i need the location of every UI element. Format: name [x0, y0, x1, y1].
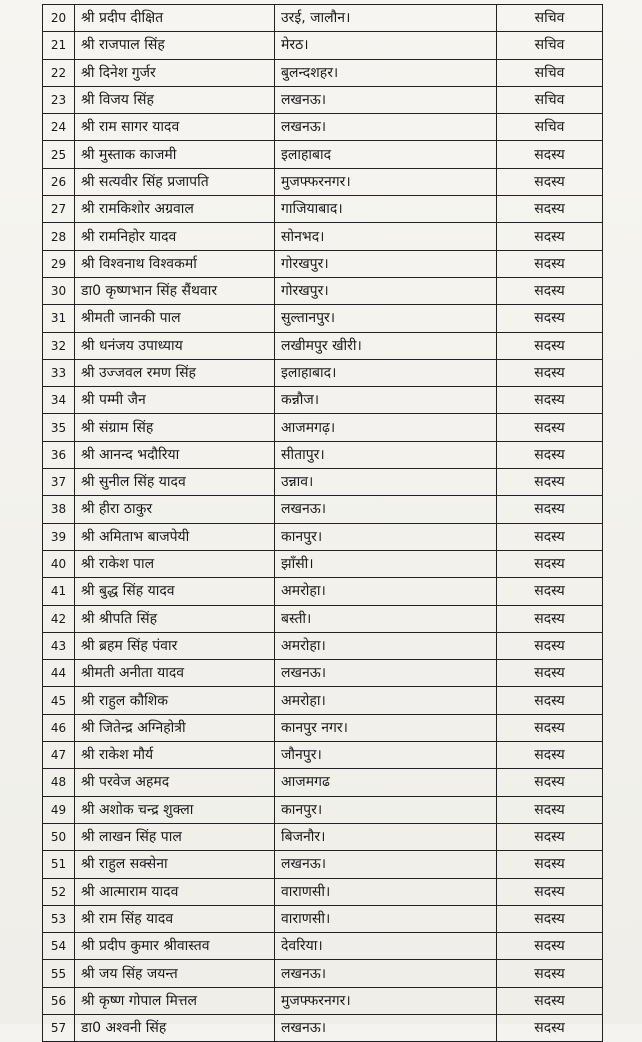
- row-number: 35: [43, 414, 75, 441]
- member-city: मेरठ।: [275, 32, 497, 59]
- member-name: श्री मुस्ताक काजमी: [75, 141, 275, 168]
- member-role: सचिव: [497, 114, 603, 141]
- table-row: [43, 86, 603, 113]
- table-row: [43, 687, 603, 714]
- member-name: श्री सुनील सिंह यादव: [75, 469, 275, 496]
- table-row: [43, 32, 603, 59]
- member-role: सदस्य: [497, 714, 603, 741]
- table-row: [43, 114, 603, 141]
- row-number: 44: [43, 660, 75, 687]
- row-number: 53: [43, 905, 75, 932]
- member-role: सदस्य: [497, 687, 603, 714]
- member-city: कानपुर।: [275, 796, 497, 823]
- member-role: सचिव: [497, 5, 603, 32]
- member-role: सदस्य: [497, 823, 603, 850]
- member-role: सदस्य: [497, 578, 603, 605]
- table-row: [43, 660, 603, 687]
- member-name: श्री बुद्ध सिंह यादव: [75, 578, 275, 605]
- row-number: 49: [43, 796, 75, 823]
- row-number: 30: [43, 277, 75, 304]
- row-number: 26: [43, 168, 75, 195]
- row-number: 46: [43, 714, 75, 741]
- member-city: लखनऊ।: [275, 851, 497, 878]
- member-city: सीतापुर।: [275, 441, 497, 468]
- members-table-body: [43, 5, 603, 1042]
- member-role: सदस्य: [497, 905, 603, 932]
- row-number: 39: [43, 523, 75, 550]
- member-city: देवरिया।: [275, 933, 497, 960]
- member-name: श्री कृष्ण गोपाल मित्तल: [75, 987, 275, 1014]
- member-name: श्री जय सिंह जयन्त: [75, 960, 275, 987]
- row-number: 22: [43, 59, 75, 86]
- table-row: [43, 469, 603, 496]
- member-name: श्री धनंजय उपाध्याय: [75, 332, 275, 359]
- member-city: बस्ती।: [275, 605, 497, 632]
- row-number: 40: [43, 550, 75, 577]
- row-number: 55: [43, 960, 75, 987]
- member-role: सचिव: [497, 32, 603, 59]
- table-row: [43, 960, 603, 987]
- member-name: श्री दिनेश गुर्जर: [75, 59, 275, 86]
- table-row: [43, 905, 603, 932]
- row-number: 24: [43, 114, 75, 141]
- member-city: गोरखपुर।: [275, 250, 497, 277]
- row-number: 34: [43, 387, 75, 414]
- row-number: 21: [43, 32, 75, 59]
- member-name: श्री राहुल सक्सेना: [75, 851, 275, 878]
- member-city: लखनऊ।: [275, 496, 497, 523]
- row-number: 31: [43, 305, 75, 332]
- row-number: 42: [43, 605, 75, 632]
- members-table: [42, 4, 603, 1042]
- member-role: सदस्य: [497, 250, 603, 277]
- member-role: सदस्य: [497, 769, 603, 796]
- member-name: श्री राम सिंह यादव: [75, 905, 275, 932]
- table-row: [43, 359, 603, 386]
- member-role: सदस्य: [497, 660, 603, 687]
- member-city: कन्नौज।: [275, 387, 497, 414]
- table-row: [43, 387, 603, 414]
- table-row: [43, 851, 603, 878]
- table-row: [43, 223, 603, 250]
- table-row: [43, 250, 603, 277]
- member-role: सदस्य: [497, 196, 603, 223]
- member-name: श्री राम सागर यादव: [75, 114, 275, 141]
- member-role: सदस्य: [497, 332, 603, 359]
- table-row: [43, 878, 603, 905]
- member-name: श्री प्रदीप कुमार श्रीवास्तव: [75, 933, 275, 960]
- table-row: [43, 441, 603, 468]
- member-city: गाजियाबाद।: [275, 196, 497, 223]
- member-city: झाँसी।: [275, 550, 497, 577]
- table-row: [43, 277, 603, 304]
- member-name: श्री आनन्द भदौरिया: [75, 441, 275, 468]
- table-row: [43, 823, 603, 850]
- table-row: [43, 578, 603, 605]
- member-city: लखीमपुर खीरी।: [275, 332, 497, 359]
- row-number: 20: [43, 5, 75, 32]
- table-row: [43, 1014, 603, 1041]
- member-role: सदस्य: [497, 933, 603, 960]
- member-city: आजमगढ: [275, 769, 497, 796]
- member-name: श्रीमती जानकी पाल: [75, 305, 275, 332]
- member-name: श्री रामकिशोर अग्रवाल: [75, 196, 275, 223]
- member-role: सदस्य: [497, 1014, 603, 1041]
- table-row: [43, 987, 603, 1014]
- member-role: सदस्य: [497, 550, 603, 577]
- member-city: सोनभद।: [275, 223, 497, 250]
- member-city: इलाहाबाद: [275, 141, 497, 168]
- member-role: सचिव: [497, 86, 603, 113]
- member-name: श्री विजय सिंह: [75, 86, 275, 113]
- member-city: लखनऊ।: [275, 960, 497, 987]
- row-number: 57: [43, 1014, 75, 1041]
- member-name: श्री हीरा ठाकुर: [75, 496, 275, 523]
- member-name: श्री अशोक चन्द्र शुक्ला: [75, 796, 275, 823]
- row-number: 29: [43, 250, 75, 277]
- table-row: [43, 632, 603, 659]
- member-city: मुजफ्फरनगर।: [275, 168, 497, 195]
- member-name: श्री आत्माराम यादव: [75, 878, 275, 905]
- member-role: सदस्य: [497, 742, 603, 769]
- row-number: 36: [43, 441, 75, 468]
- member-role: सदस्य: [497, 168, 603, 195]
- member-name: श्री राकेश पाल: [75, 550, 275, 577]
- member-name: श्री रामनिहोर यादव: [75, 223, 275, 250]
- member-role: सदस्य: [497, 523, 603, 550]
- member-city: लखनऊ।: [275, 86, 497, 113]
- row-number: 41: [43, 578, 75, 605]
- table-row: [43, 933, 603, 960]
- member-role: सदस्य: [497, 878, 603, 905]
- member-name: श्री परवेज अहमद: [75, 769, 275, 796]
- row-number: 50: [43, 823, 75, 850]
- row-number: 45: [43, 687, 75, 714]
- row-number: 33: [43, 359, 75, 386]
- member-name: श्री अमिताभ बाजपेयी: [75, 523, 275, 550]
- row-number: 52: [43, 878, 75, 905]
- member-name: श्रीमती अनीता यादव: [75, 660, 275, 687]
- member-name: श्री विश्वनाथ विश्वकर्मा: [75, 250, 275, 277]
- member-city: बुलन्दशहर।: [275, 59, 497, 86]
- member-city: अमरोहा।: [275, 632, 497, 659]
- table-row: [43, 769, 603, 796]
- row-number: 43: [43, 632, 75, 659]
- row-number: 27: [43, 196, 75, 223]
- member-city: लखनऊ।: [275, 660, 497, 687]
- member-city: गोरखपुर।: [275, 277, 497, 304]
- member-role: सदस्य: [497, 469, 603, 496]
- member-role: सदस्य: [497, 223, 603, 250]
- member-role: सदस्य: [497, 359, 603, 386]
- member-name: श्री जितेन्द्र अग्निहोत्री: [75, 714, 275, 741]
- member-city: सुल्तानपुर।: [275, 305, 497, 332]
- table-row: [43, 550, 603, 577]
- member-name: श्री राहुल कौशिक: [75, 687, 275, 714]
- member-name: श्री श्रीपति सिंह: [75, 605, 275, 632]
- member-name: श्री लाखन सिंह पाल: [75, 823, 275, 850]
- member-role: सदस्य: [497, 632, 603, 659]
- row-number: 23: [43, 86, 75, 113]
- member-role: सदस्य: [497, 277, 603, 304]
- member-role: सदस्य: [497, 441, 603, 468]
- member-city: जौनपुर।: [275, 742, 497, 769]
- member-role: सदस्य: [497, 387, 603, 414]
- table-row: [43, 168, 603, 195]
- member-role: सदस्य: [497, 605, 603, 632]
- member-city: वाराणसी।: [275, 878, 497, 905]
- member-city: वाराणसी।: [275, 905, 497, 932]
- member-name: श्री संग्राम सिंह: [75, 414, 275, 441]
- member-city: कानपुर।: [275, 523, 497, 550]
- member-role: सदस्य: [497, 987, 603, 1014]
- member-role: सचिव: [497, 59, 603, 86]
- table-row: [43, 141, 603, 168]
- member-name: श्री राजपाल सिंह: [75, 32, 275, 59]
- row-number: 32: [43, 332, 75, 359]
- row-number: 56: [43, 987, 75, 1014]
- table-row: [43, 5, 603, 32]
- member-name: श्री ब्रहम सिंह पंवार: [75, 632, 275, 659]
- table-row: [43, 414, 603, 441]
- table-row: [43, 714, 603, 741]
- row-number: 38: [43, 496, 75, 523]
- member-city: कानपुर नगर।: [275, 714, 497, 741]
- row-number: 37: [43, 469, 75, 496]
- member-city: उरई, जालौन।: [275, 5, 497, 32]
- member-name: श्री प्रदीप दीक्षित: [75, 5, 275, 32]
- table-row: [43, 796, 603, 823]
- table-row: [43, 742, 603, 769]
- row-number: 28: [43, 223, 75, 250]
- member-name: श्री उज्जवल रमण सिंह: [75, 359, 275, 386]
- row-number: 54: [43, 933, 75, 960]
- table-row: [43, 305, 603, 332]
- table-row: [43, 605, 603, 632]
- table-row: [43, 196, 603, 223]
- member-city: अमरोहा।: [275, 578, 497, 605]
- member-role: सदस्य: [497, 141, 603, 168]
- table-row: [43, 523, 603, 550]
- member-name: श्री राकेश मौर्य: [75, 742, 275, 769]
- member-role: सदस्य: [497, 796, 603, 823]
- row-number: 51: [43, 851, 75, 878]
- member-role: सदस्य: [497, 305, 603, 332]
- member-city: बिजनौर।: [275, 823, 497, 850]
- member-role: सदस्य: [497, 960, 603, 987]
- row-number: 48: [43, 769, 75, 796]
- member-name: श्री सत्यवीर सिंह प्रजापति: [75, 168, 275, 195]
- table-row: [43, 59, 603, 86]
- member-name: श्री पम्मी जैन: [75, 387, 275, 414]
- member-role: सदस्य: [497, 414, 603, 441]
- member-city: लखनऊ।: [275, 1014, 497, 1041]
- member-city: लखनऊ।: [275, 114, 497, 141]
- member-city: उन्नाव।: [275, 469, 497, 496]
- table-row: [43, 332, 603, 359]
- table-row: [43, 496, 603, 523]
- member-city: अमरोहा।: [275, 687, 497, 714]
- member-name: डा0 कृष्णभान सिंह सैंथवार: [75, 277, 275, 304]
- row-number: 47: [43, 742, 75, 769]
- member-city: आजमगढ़।: [275, 414, 497, 441]
- member-role: सदस्य: [497, 496, 603, 523]
- member-city: मुजफ्फरनगर।: [275, 987, 497, 1014]
- member-name: डा0 अश्वनी सिंह: [75, 1014, 275, 1041]
- member-city: इलाहाबाद।: [275, 359, 497, 386]
- row-number: 25: [43, 141, 75, 168]
- member-role: सदस्य: [497, 851, 603, 878]
